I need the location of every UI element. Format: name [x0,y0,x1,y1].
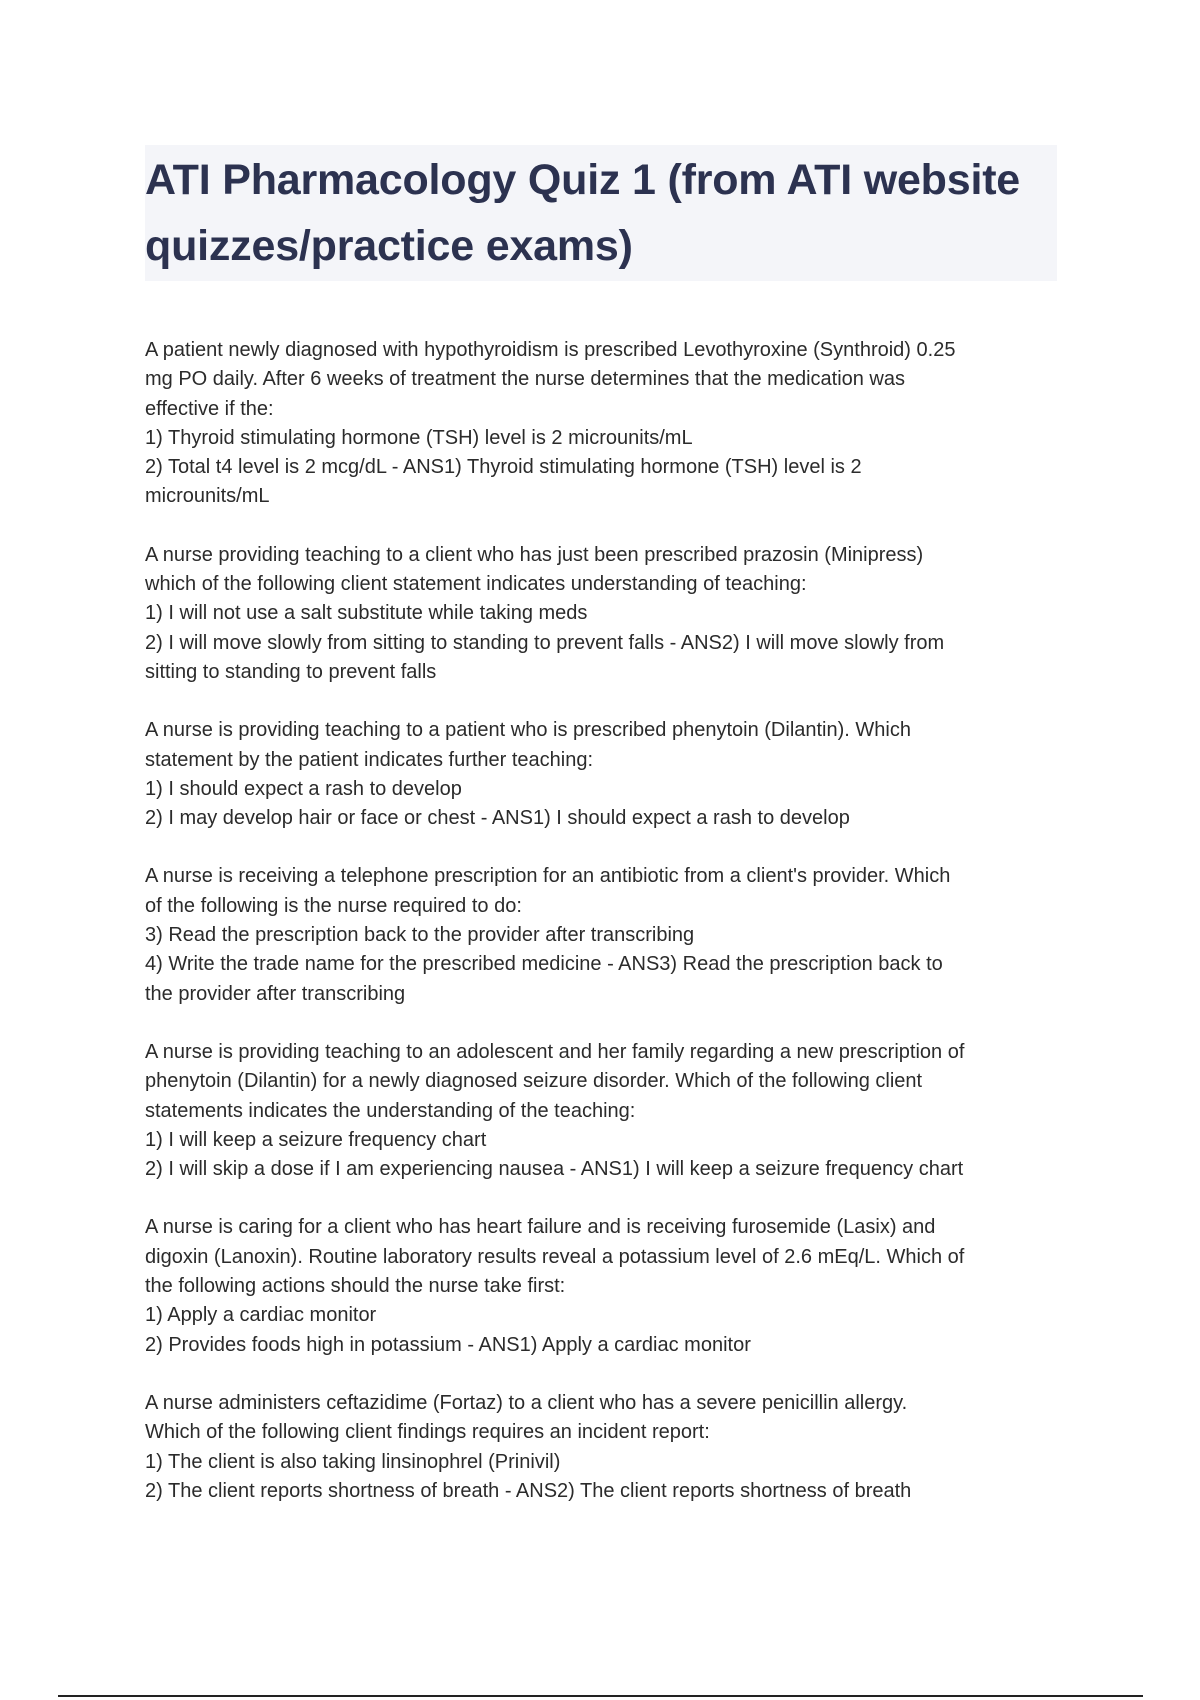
answer-option: 2) Total t4 level is 2 mcg/dL - ANS1) Thyroid stimulating hormone (TSH) level is 2 [145,456,862,479]
document-title: ATI Pharmacology Quiz 1 (from ATI website quizzes/practice exams) [145,156,1021,270]
answer-option: 2) The client reports shortness of breath - ANS2) The client reports shortness of breath [145,1479,912,1502]
answer-option: 1) I will keep a seizure frequency chart [145,1128,487,1151]
question-line: A nurse is receiving a telephone prescription for an antibiotic from a client's provider. Which [145,865,951,888]
question-line: which of the following client statement indicates understanding of teaching: [145,573,807,596]
answer-option: 2) I will move slowly from sitting to standing to prevent falls - ANS2) I will move slowly from [145,631,945,654]
answer-option: sitting to standing to prevent falls [145,660,437,683]
question-block [145,1213,1065,1359]
question-line: phenytoin (Dilantin) for a newly diagnosed seizure disorder. Which of the following client [145,1070,923,1093]
answer-option: 1) Thyroid stimulating hormone (TSH) level is 2 microunits/mL [145,426,693,449]
question-line: A nurse is caring for a client who has heart failure and is receiving furosemide (Lasix) and [145,1216,936,1239]
page-bottom-divider [58,1695,1143,1697]
question-block [145,1038,1065,1184]
question-line: statement by the patient indicates further teaching: [145,748,594,771]
question-line: A nurse is providing teaching to a patient who is prescribed phenytoin (Dilantin). Which [145,719,911,742]
question-line: digoxin (Lanoxin). Routine laboratory results reveal a potassium level of 2.6 mEq/L. Which of [145,1245,965,1268]
answer-option: the provider after transcribing [145,982,406,1005]
question-line: mg PO daily. After 6 weeks of treatment the nurse determines that the medication was [145,368,905,391]
question-block [145,716,1065,833]
question-line: the following actions should the nurse take first: [145,1275,566,1298]
answer-option: microunits/mL [145,485,270,508]
title-banner [145,145,1057,281]
question-line: of the following is the nurse required to do: [145,894,522,917]
answer-option: 4) Write the trade name for the prescribed medicine - ANS3) Read the prescription back to [145,953,943,976]
answer-option: 1) The client is also taking linsinophrel (Prinivil) [145,1450,561,1473]
question-line: A patient newly diagnosed with hypothyroidism is prescribed Levothyroxine (Synthroid) 0.25 [145,339,956,361]
answer-option: 1) I will not use a salt substitute while taking meds [145,602,588,625]
question-line: effective if the: [145,397,274,420]
answer-option: 1) Apply a cardiac monitor [145,1304,377,1327]
answer-option: 2) I may develop hair or face or chest - ANS1) I should expect a rash to develop [145,807,850,830]
answer-option: 2) Provides foods high in potassium - ANS1) Apply a cardiac monitor [145,1333,751,1356]
question-line: A nurse providing teaching to a client who has just been prescribed prazosin (Minipress) [145,543,924,566]
answer-option: 1) I should expect a rash to develop [145,777,462,800]
question-block [145,862,1065,1008]
question-line: statements indicates the understanding of the teaching: [145,1099,636,1122]
answer-option: 2) I will skip a dose if I am experiencing nausea - ANS1) I will keep a seizure frequency chart [145,1158,964,1181]
question-line: A nurse administers ceftazidime (Fortaz) to a client who has a severe penicillin allergy. [145,1391,908,1414]
answer-option: 3) Read the prescription back to the provider after transcribing [145,924,695,947]
question-list [145,336,1065,1535]
question-line: Which of the following client findings requires an incident report: [145,1421,710,1444]
question-block [145,541,1065,687]
question-block [145,336,1065,512]
question-block [145,1389,1065,1506]
question-line: A nurse is providing teaching to an adolescent and her family regarding a new prescription of [145,1040,965,1063]
